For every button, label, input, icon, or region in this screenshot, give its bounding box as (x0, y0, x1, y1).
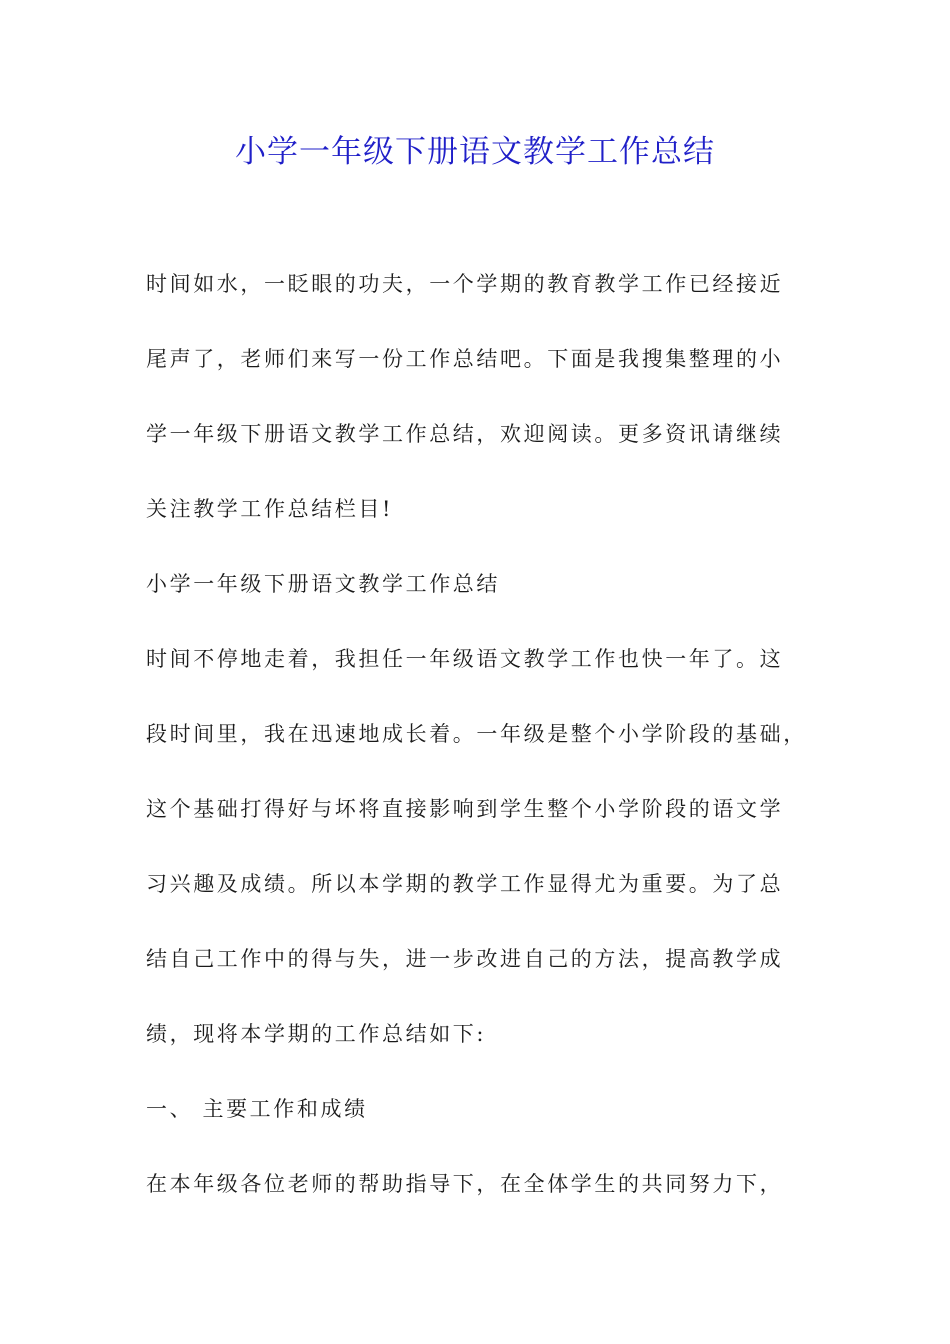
document-title: 小学一年级下册语文教学工作总结 (235, 134, 715, 170)
section-heading: 一、 主要工作和成绩 (146, 1097, 368, 1121)
paragraph-line: 这个基础打得好与坏将直接影响到学生整个小学阶段的语文学 (146, 797, 784, 821)
paragraph-line: 学一年级下册语文教学工作总结，欢迎阅读。更多资讯请继续 (146, 422, 784, 446)
paragraph-line: 结自己工作中的得与失，进一步改进自己的方法，提高教学成 (146, 947, 784, 971)
paragraph-line: 习兴趣及成绩。所以本学期的教学工作显得尤为重要。为了总 (146, 872, 784, 896)
paragraph-line: 关注教学工作总结栏目! (146, 497, 394, 521)
paragraph-line: 时间如水，一眨眼的功夫，一个学期的教育教学工作已经接近 (146, 272, 784, 296)
paragraph-line: 绩，现将本学期的工作总结如下: (146, 1022, 487, 1046)
paragraph-line: 时间不停地走着，我担任一年级语文教学工作也快一年了。这 (146, 647, 784, 671)
section-subtitle: 小学一年级下册语文教学工作总结 (146, 572, 500, 596)
paragraph-line: 在本年级各位老师的帮助指导下，在全体学生的共同努力下， (146, 1172, 784, 1196)
paragraph-line: 尾声了，老师们来写一份工作总结吧。下面是我搜集整理的小 (146, 347, 784, 371)
paragraph-line: 段时间里，我在迅速地成长着。一年级是整个小学阶段的基础， (146, 722, 807, 746)
